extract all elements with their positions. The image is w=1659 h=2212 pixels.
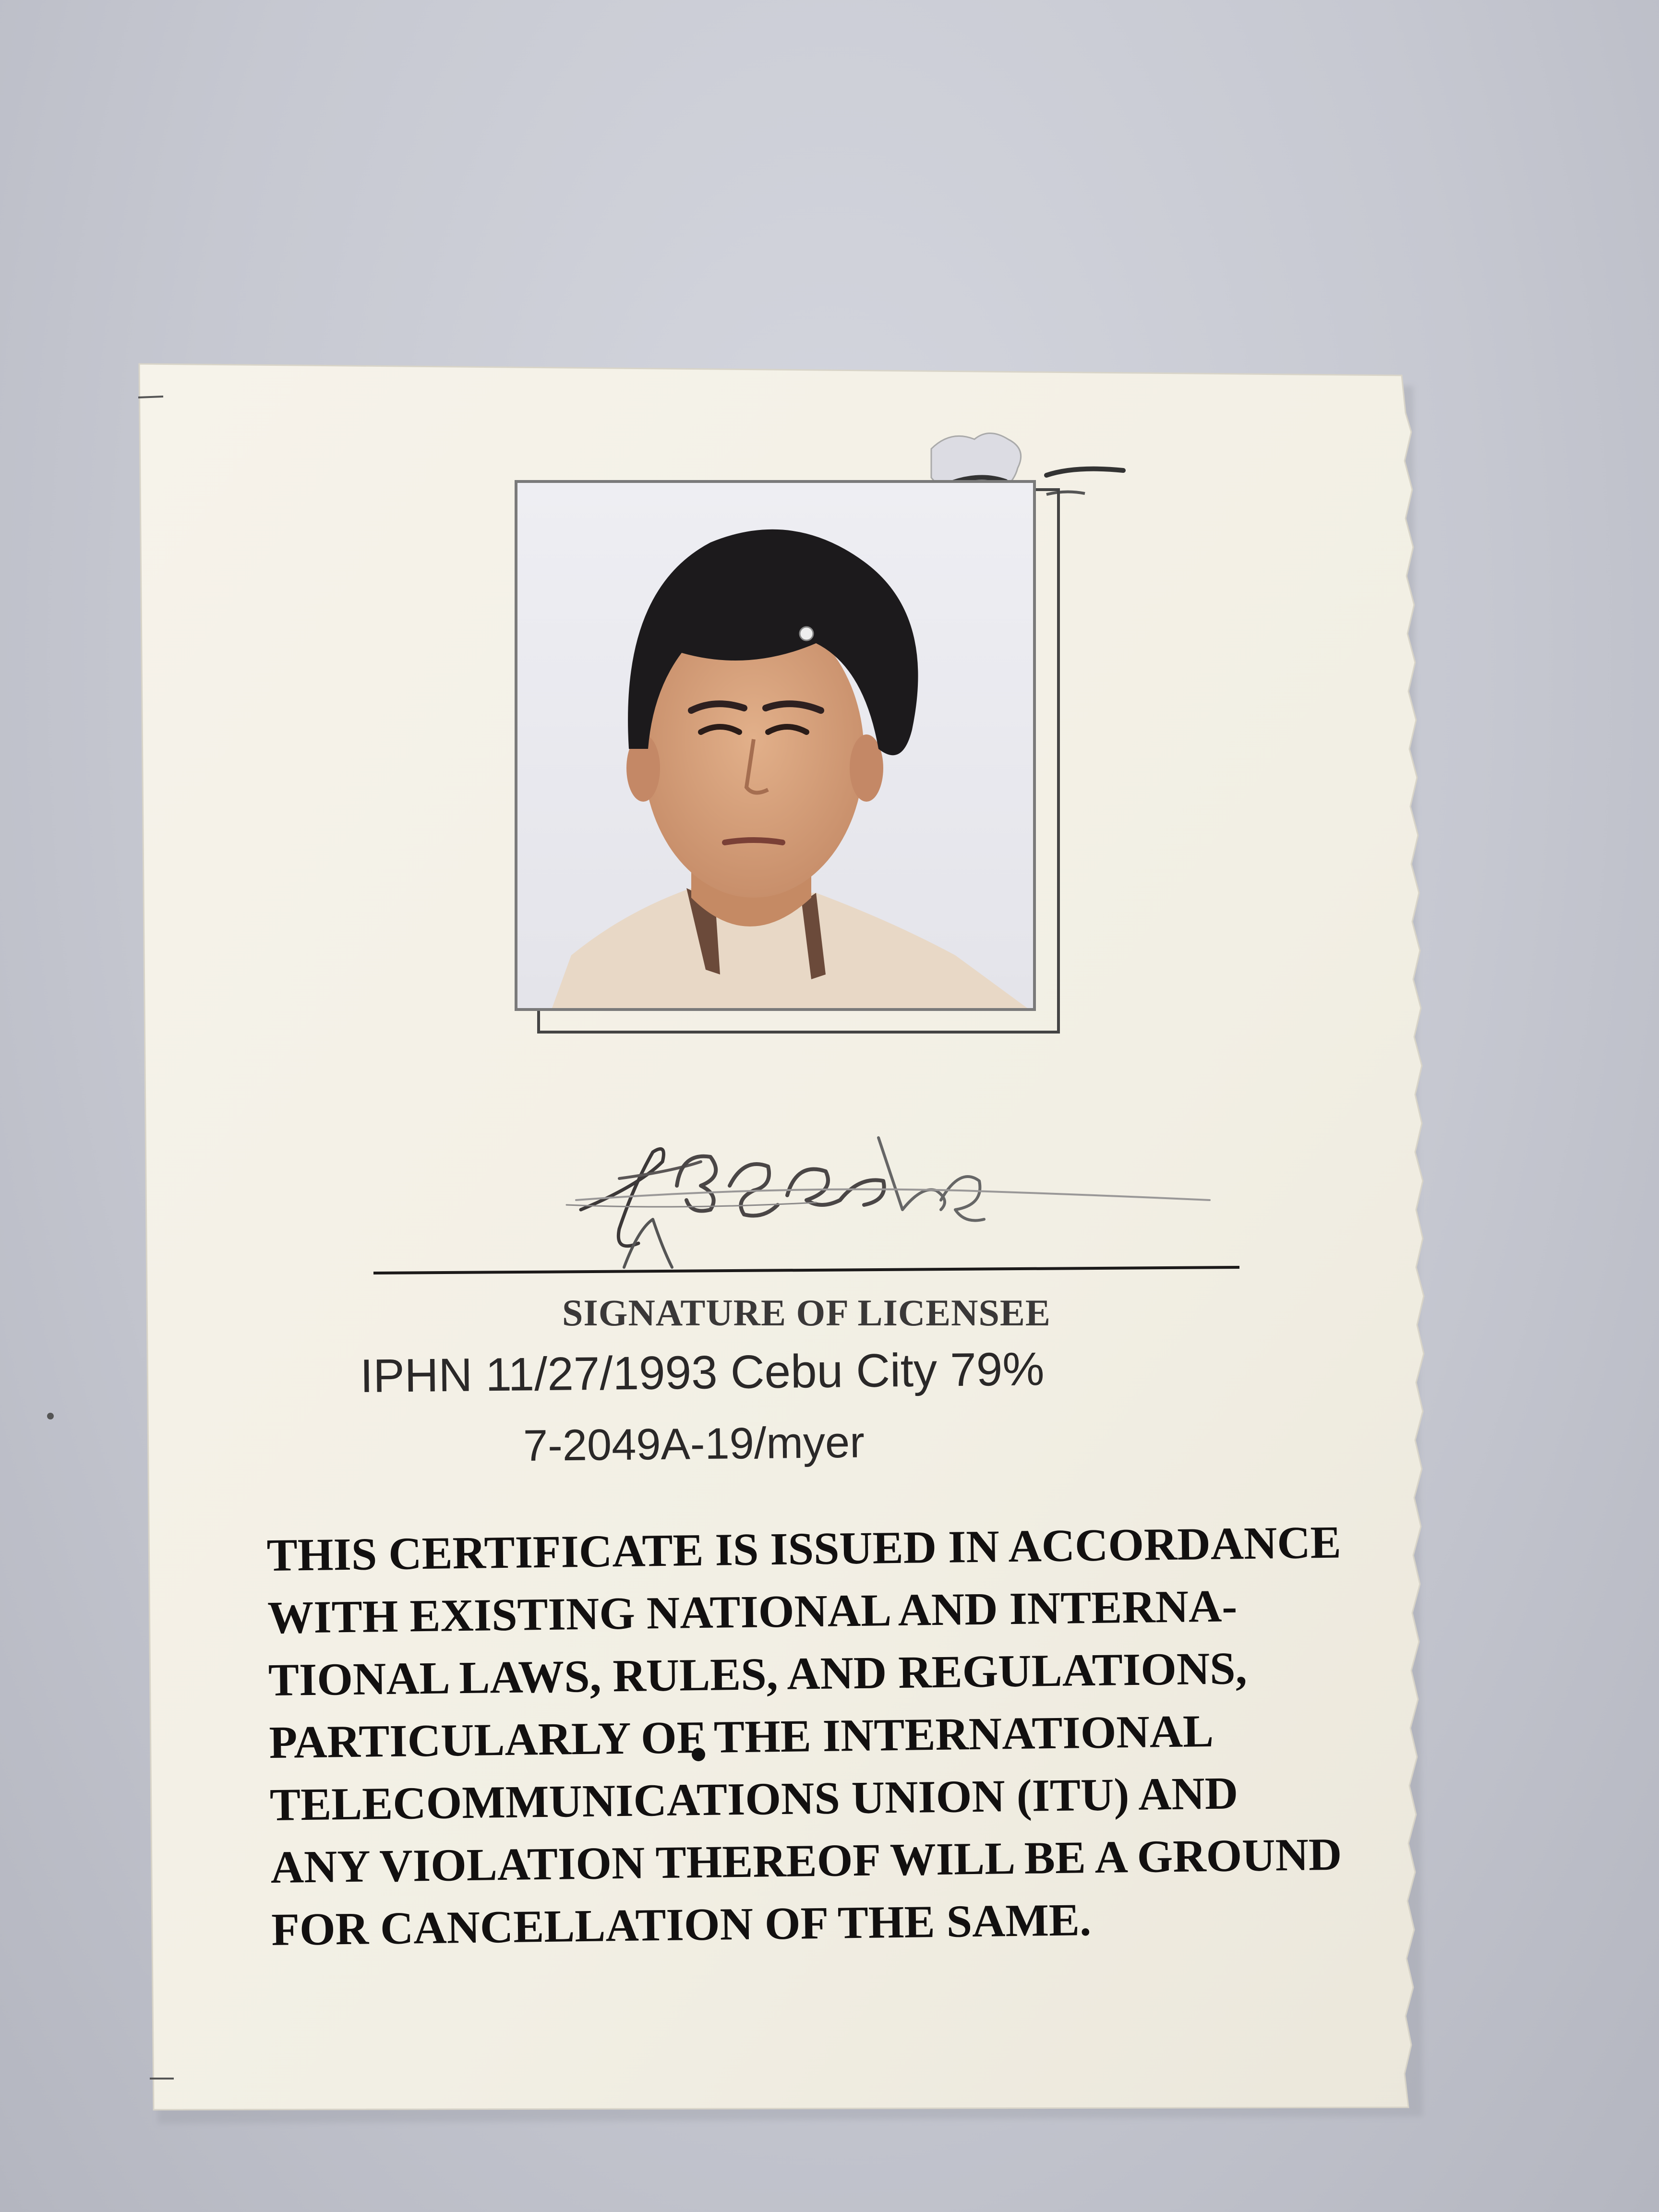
notice-line: PARTICULARLY OF THE INTERNATIONAL: [268, 1705, 1214, 1768]
notice-line: THIS CERTIFICATE IS ISSUED IN ACCORDANCE: [266, 1516, 1342, 1581]
notice-line: TIONAL LAWS, RULES, AND REGULATIONS,: [268, 1642, 1248, 1706]
notice-line: FOR CANCELLATION OF THE SAME.: [271, 1894, 1092, 1955]
notice-line: TELECOMMUNICATIONS UNION (ITU) AND: [269, 1767, 1238, 1830]
notice-line: WITH EXISTING NATIONAL AND INTERNA-: [267, 1580, 1238, 1643]
signature-label: SIGNATURE OF LICENSEE: [562, 1292, 1051, 1334]
licensee-photo: [516, 481, 1034, 1010]
certificate-notice: [266, 1511, 1361, 1961]
license-record-line: IPHN 11/27/1993 Cebu City 79%: [360, 1342, 1045, 1402]
license-reference-number: 7-2049A-19/myer: [523, 1418, 865, 1470]
notice-line: ANY VIOLATION THEREOF WILL BE A GROUND: [270, 1828, 1342, 1893]
